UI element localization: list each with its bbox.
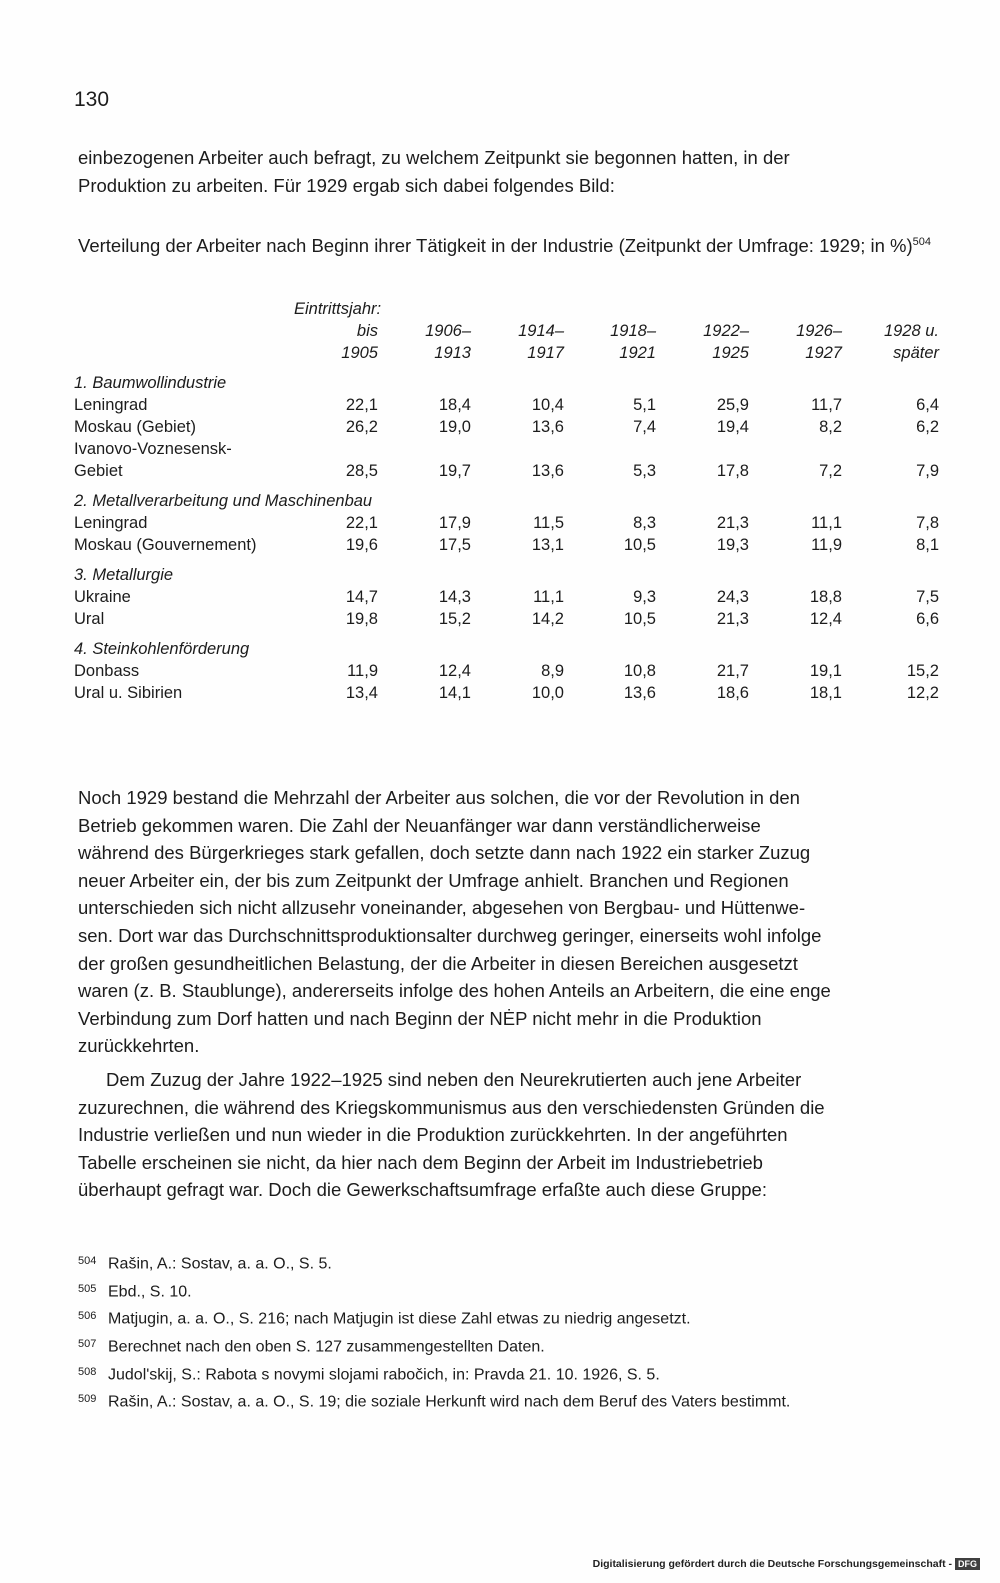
footnote bbox=[78, 1276, 958, 1304]
section-title: 1. Baumwollindustrie bbox=[74, 374, 227, 392]
table-row bbox=[74, 394, 939, 416]
row-label: Moskau (Gebiet) bbox=[74, 418, 196, 436]
table-cell: 19,0 bbox=[438, 418, 471, 436]
page-number: 130 bbox=[74, 88, 110, 111]
column-header: später bbox=[893, 344, 939, 362]
table-row bbox=[74, 460, 939, 482]
table-cell: 19,3 bbox=[716, 536, 749, 554]
table-cell: 11,1 bbox=[811, 514, 842, 532]
section-row bbox=[74, 482, 939, 512]
row-label: Leningrad bbox=[74, 514, 148, 532]
table-row bbox=[74, 512, 939, 534]
row-label: Gebiet bbox=[74, 462, 123, 480]
table-cell: 12,2 bbox=[906, 684, 939, 702]
table-cell: 18,4 bbox=[438, 396, 471, 414]
footnote-number: 504 bbox=[78, 1255, 97, 1267]
section-title: 4. Steinkohlenförderung bbox=[74, 640, 250, 658]
table-cell: 10,5 bbox=[623, 610, 656, 628]
section-title: 3. Metallurgie bbox=[74, 566, 174, 584]
table-row bbox=[74, 608, 939, 630]
table-cell: 19,6 bbox=[345, 536, 378, 554]
table-header-row bbox=[74, 320, 939, 342]
column-header: 1921 bbox=[619, 344, 656, 362]
table-cell: 26,2 bbox=[345, 418, 378, 436]
table-cell: 18,8 bbox=[809, 588, 842, 606]
table-cell: 19,4 bbox=[716, 418, 749, 436]
column-header: 1918– bbox=[610, 322, 656, 340]
header-spacer bbox=[74, 320, 294, 342]
table-cell: 22,1 bbox=[345, 514, 378, 532]
column-header: 1913 bbox=[434, 344, 471, 362]
table-cell: 19,7 bbox=[438, 462, 471, 480]
table-row bbox=[74, 438, 939, 460]
footnote bbox=[78, 1331, 958, 1359]
table-cell: 17,5 bbox=[438, 536, 471, 554]
table-cell: 6,6 bbox=[916, 610, 939, 628]
body-paragraph-2 bbox=[78, 1066, 942, 1204]
table-cell: 18,6 bbox=[716, 684, 749, 702]
column-header: 1927 bbox=[805, 344, 842, 362]
table-cell: 25,9 bbox=[716, 396, 749, 414]
footnote-reference: 504 bbox=[912, 235, 932, 248]
table-caption-text: Verteilung der Arbeiter nach Beginn ihrer Tätigkeit in der Industrie (Zeitpunkt der Umfrage: 1929; in %) bbox=[78, 235, 913, 256]
footnote-text: Matjugin, a. a. O., S. 216; nach Matjugin ist diese Zahl etwas zu niedrig angesetzt. bbox=[108, 1310, 691, 1328]
footnote-number: 506 bbox=[78, 1310, 97, 1323]
row-label: Ural bbox=[74, 610, 105, 628]
data-table bbox=[74, 298, 939, 704]
table-cell: 19,8 bbox=[345, 610, 378, 628]
row-label: Leningrad bbox=[74, 396, 148, 414]
text-line: waren (z. B. Staublunge), andererseits infolge des hohen Anteils an Arbeitern, die eine enge bbox=[78, 980, 831, 1002]
text-line: Betrieb gekommen waren. Die Zahl der Neuanfänger war dann verständlicherweise bbox=[78, 814, 761, 836]
table-cell: 8,2 bbox=[819, 418, 842, 436]
row-label: Ukraine bbox=[74, 588, 131, 606]
section-row bbox=[74, 364, 939, 394]
table-cell: 8,1 bbox=[916, 536, 939, 554]
text-line: Industrie verließen und nun wieder in die Produktion zurückkehrten. In der angeführten bbox=[78, 1124, 788, 1146]
text-line: neuer Arbeiter ein, der bis zum Zeitpunkt der Umfrage anhielt. Branchen und Regionen bbox=[78, 869, 789, 891]
footer-text: Digitalisierung gefördert durch die Deutsche Forschungsgemeinschaft - bbox=[592, 1558, 952, 1570]
text-line: Verbindung zum Dorf hatten und nach Beginn der NĖP nicht mehr in die Produktion bbox=[78, 1007, 762, 1029]
footnote bbox=[78, 1248, 958, 1276]
section-title: 2. Metallverarbeitung und Maschinenbau bbox=[74, 492, 373, 510]
table-cell: 21,3 bbox=[716, 514, 749, 532]
column-header: 1928 u. bbox=[883, 322, 939, 340]
table-cell: 12,4 bbox=[809, 610, 842, 628]
table-header-row bbox=[74, 298, 939, 320]
footnote-text: Rašin, A.: Sostav, a. a. O., S. 19; die soziale Herkunft wird nach dem Beruf des Vaters bestimmt. bbox=[108, 1393, 791, 1411]
footnote-number: 507 bbox=[78, 1337, 97, 1350]
header-spacer bbox=[74, 298, 294, 320]
footnote bbox=[78, 1303, 958, 1331]
intro-paragraph bbox=[78, 144, 942, 199]
table-cell: 8,3 bbox=[633, 514, 656, 532]
table-row bbox=[74, 586, 939, 608]
table-cell: 11,9 bbox=[811, 536, 842, 554]
column-header: 1914– bbox=[518, 322, 564, 340]
column-header: 1922– bbox=[703, 322, 749, 340]
table-cell: 6,4 bbox=[916, 396, 939, 414]
row-label: Ivanovo-Voznesensk- bbox=[74, 440, 232, 458]
text-line: während des Bürgerkrieges stark gefallen, doch setzte dann nach 1922 ein starker Zuzug bbox=[78, 842, 811, 864]
table-cell: 14,2 bbox=[531, 610, 564, 628]
footnotes bbox=[78, 1248, 958, 1414]
table-cell: 11,7 bbox=[811, 396, 842, 414]
dfg-logo: DFG bbox=[955, 1558, 980, 1570]
section-row bbox=[74, 556, 939, 586]
column-header: 1925 bbox=[712, 344, 749, 362]
text-line: Tabelle erscheinen sie nicht, da hier nach dem Beginn der Arbeit im Industriebetrieb bbox=[78, 1151, 763, 1173]
section-row bbox=[74, 630, 939, 660]
column-header: bis bbox=[356, 322, 378, 340]
header-spacer bbox=[74, 342, 294, 364]
header-entry-year: Eintrittsjahr: bbox=[294, 300, 382, 318]
digitization-footer bbox=[593, 1558, 980, 1570]
table-cell: 7,4 bbox=[633, 418, 656, 436]
text-line: zuzurechnen, die während des Kriegskommunismus aus den verschiedensten Gründen die bbox=[78, 1096, 825, 1118]
footnote-text: Judol'skij, S.: Rabota s novymi slojami rabočich, in: Pravda 21. 10. 1926, S. 5. bbox=[108, 1365, 660, 1383]
body-paragraph-1 bbox=[78, 784, 942, 1060]
footnote bbox=[78, 1359, 958, 1387]
table-cell: 13,1 bbox=[531, 536, 564, 554]
table-cell: 13,6 bbox=[531, 418, 564, 436]
text-line: Noch 1929 bestand die Mehrzahl der Arbeiter aus solchen, die vor der Revolution in den bbox=[78, 787, 800, 808]
text-line: Dem Zuzug der Jahre 1922–1925 sind neben den Neurekrutierten auch jene Arbeiter bbox=[106, 1069, 802, 1090]
table-cell: 24,3 bbox=[716, 588, 749, 606]
table-cell: 21,3 bbox=[716, 610, 749, 628]
footnote-number: 508 bbox=[78, 1365, 97, 1378]
table-row bbox=[74, 534, 939, 556]
row-label: Moskau (Gouvernement) bbox=[74, 536, 257, 554]
text-line: der großen gesundheitlichen Belastung, der die Arbeiter in diesen Bereichen ausgesetzt bbox=[78, 952, 798, 974]
table-cell: 5,1 bbox=[633, 396, 656, 414]
table-cell: 5,3 bbox=[633, 462, 656, 480]
table-cell: 13,4 bbox=[345, 684, 378, 702]
table-cell: 14,3 bbox=[438, 588, 471, 606]
table-cell: 17,9 bbox=[438, 514, 471, 532]
table-cell: 10,5 bbox=[623, 536, 656, 554]
footnote-number: 509 bbox=[78, 1393, 97, 1406]
table-caption bbox=[78, 232, 948, 259]
table-cell: 6,2 bbox=[916, 418, 939, 436]
text-line: zurückkehrten. bbox=[78, 1035, 200, 1057]
column-header: 1906– bbox=[425, 322, 471, 340]
table-row bbox=[74, 682, 939, 704]
table-cell: 7,9 bbox=[916, 462, 939, 480]
footnote-number: 505 bbox=[78, 1282, 97, 1295]
text-line: einbezogenen Arbeiter auch befragt, zu welchem Zeitpunkt sie begonnen hatten, in der bbox=[78, 147, 790, 168]
row-label: Ural u. Sibirien bbox=[74, 684, 183, 702]
table-cell: 12,4 bbox=[438, 662, 471, 680]
table-cell: 11,1 bbox=[533, 588, 564, 606]
column-header: 1917 bbox=[527, 344, 564, 362]
table-cell: 11,5 bbox=[533, 514, 564, 532]
column-header: 1926– bbox=[796, 322, 842, 340]
table-cell: 21,7 bbox=[716, 662, 749, 680]
text-line: überhaupt gefragt war. Doch die Gewerkschaftsumfrage erfaßte auch diese Gruppe: bbox=[78, 1179, 767, 1201]
text-line: Produktion zu arbeiten. Für 1929 ergab sich dabei folgendes Bild: bbox=[78, 174, 615, 196]
table-cell: 15,2 bbox=[906, 662, 939, 680]
table-cell: 7,8 bbox=[916, 514, 939, 532]
row-label: Donbass bbox=[74, 662, 140, 680]
table-cell: 18,1 bbox=[809, 684, 842, 702]
table-cell: 10,0 bbox=[531, 684, 564, 702]
footnote-text: Berechnet nach den oben S. 127 zusammengestellten Daten. bbox=[108, 1338, 545, 1356]
table-cell: 19,1 bbox=[809, 662, 842, 680]
footnote bbox=[78, 1386, 958, 1414]
table-cell: 7,5 bbox=[916, 588, 939, 606]
table-cell: 14,1 bbox=[438, 684, 471, 702]
text-line: sen. Dort war das Durchschnittsproduktionsalter durchweg geringer, einerseits wohl infolge bbox=[78, 924, 822, 946]
footnote-text: Ebd., S. 10. bbox=[108, 1282, 192, 1300]
table-cell: 17,8 bbox=[716, 462, 749, 480]
table-row bbox=[74, 416, 939, 438]
table-cell: 14,7 bbox=[345, 588, 378, 606]
footnote-text: Rašin, A.: Sostav, a. a. O., S. 5. bbox=[108, 1255, 332, 1273]
table-cell: 13,6 bbox=[531, 462, 564, 480]
table-cell: 13,6 bbox=[623, 684, 656, 702]
table-cell: 28,5 bbox=[345, 462, 378, 480]
table-cell: 22,1 bbox=[345, 396, 378, 414]
table-row bbox=[74, 660, 939, 682]
table-cell: 15,2 bbox=[438, 610, 471, 628]
text-line: unterschieden sich nicht allzusehr voneinander, abgesehen von Bergbau- und Hüttenwe- bbox=[78, 897, 806, 919]
table-cell: 11,9 bbox=[347, 662, 378, 680]
table-cell: 8,9 bbox=[541, 662, 564, 680]
table-cell: 9,3 bbox=[633, 588, 656, 606]
table-cell: 7,2 bbox=[819, 462, 842, 480]
table-cell: 10,4 bbox=[531, 396, 564, 414]
table-cell: 10,8 bbox=[623, 662, 656, 680]
column-header: 1905 bbox=[341, 344, 378, 362]
table-header-row bbox=[74, 342, 939, 364]
